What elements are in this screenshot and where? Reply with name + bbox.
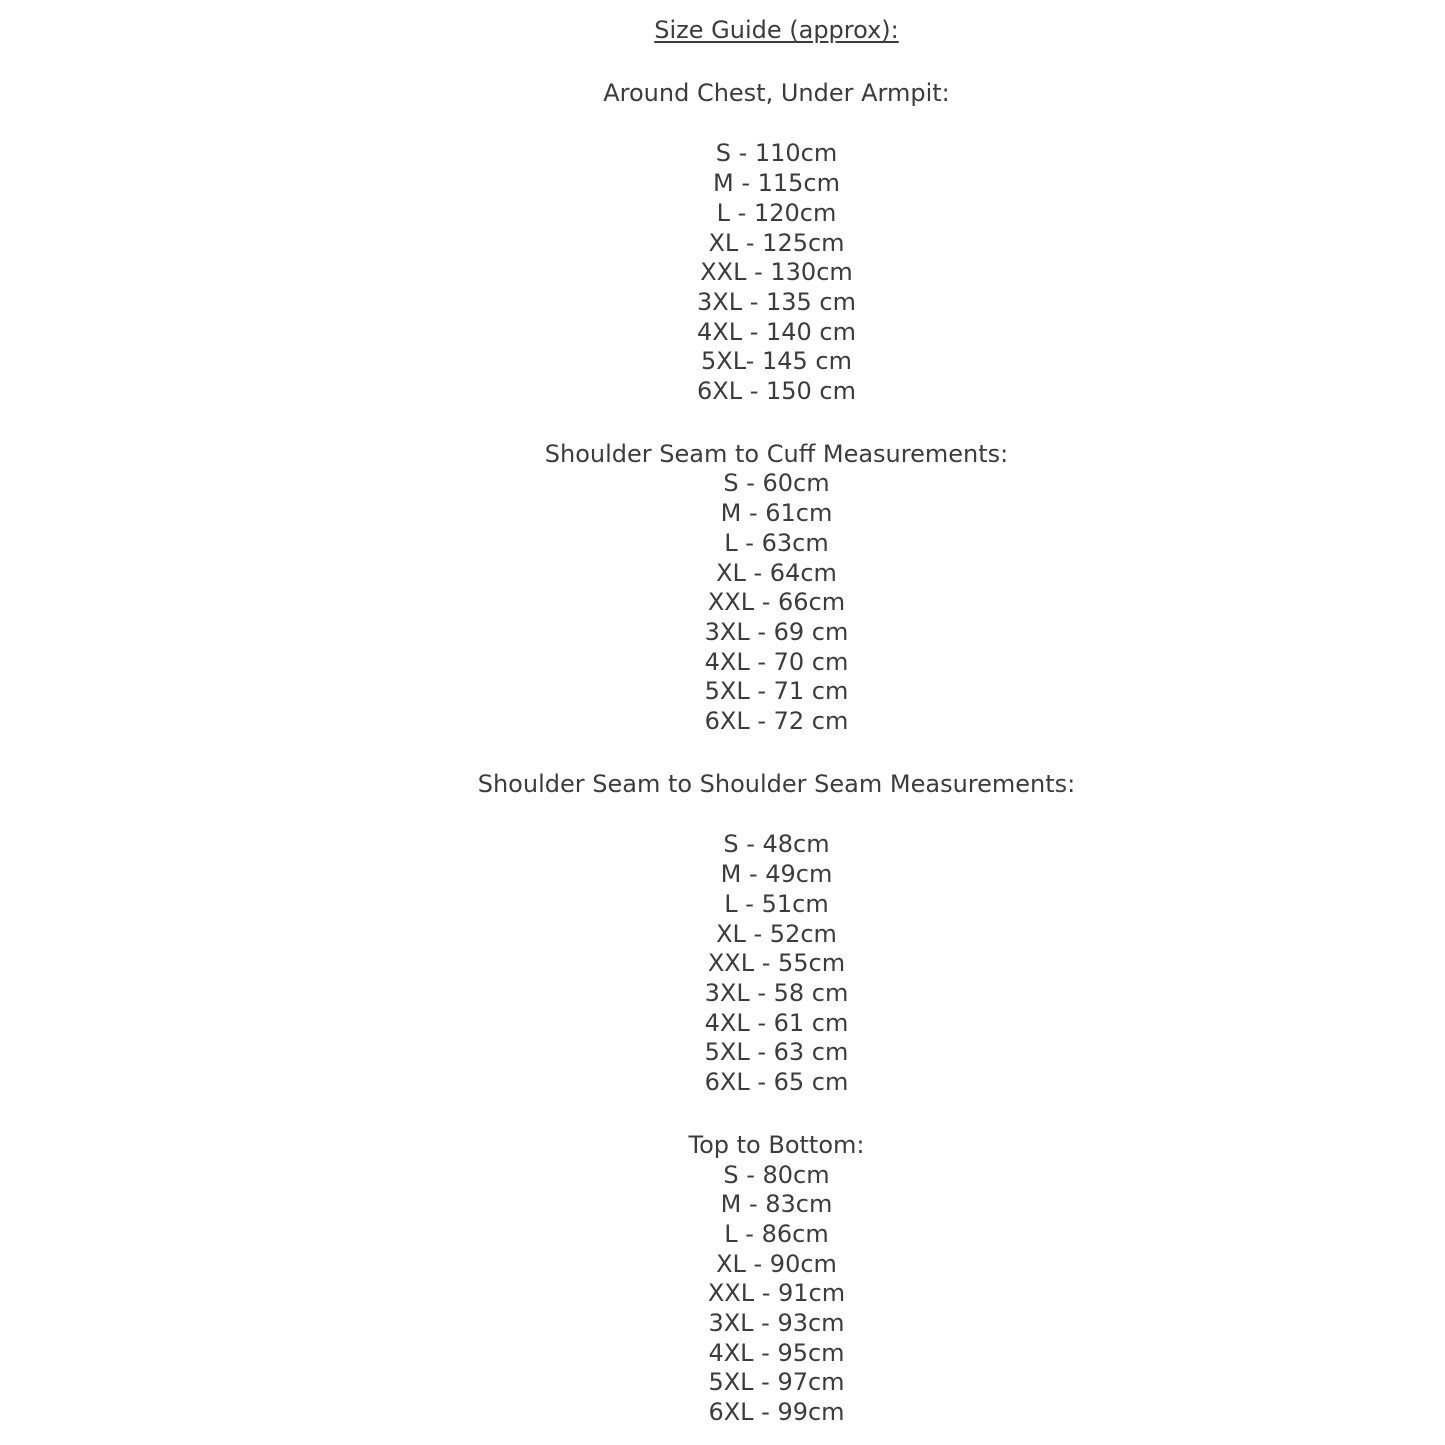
measurement-line: XXL - 91cm	[707, 1279, 846, 1308]
measurement-line: 4XL - 70 cm	[704, 647, 849, 676]
measurement-line: 5XL - 97cm	[708, 1368, 845, 1397]
measurement-line: 4XL - 61 cm	[704, 1008, 849, 1037]
measurement-line: M - 61cm	[720, 499, 833, 528]
measurement-line: XXL - 66cm	[707, 588, 846, 617]
measurement-line: S - 80cm	[723, 1160, 830, 1189]
measurement-line: 6XL - 99cm	[708, 1398, 845, 1427]
measurement-list	[108, 139, 1445, 406]
measurement-line: M - 49cm	[720, 860, 833, 889]
measurement-line: 6XL - 65 cm	[704, 1068, 849, 1097]
measurement-line: S - 60cm	[723, 469, 830, 498]
page-title: Size Guide (approx):	[654, 16, 899, 44]
measurement-line: 3XL - 58 cm	[704, 978, 849, 1007]
measurement-line: 6XL - 150 cm	[696, 377, 856, 406]
measurement-line: S - 48cm	[723, 830, 830, 859]
measurement-list	[108, 1161, 1445, 1428]
section-heading: Shoulder Seam to Shoulder Seam Measurements:	[477, 769, 1076, 798]
measurement-line: L - 51cm	[724, 889, 829, 918]
measurement-line: S - 110cm	[715, 139, 838, 168]
measurement-line: 3XL - 69 cm	[704, 617, 849, 646]
measurement-line: 5XL - 71 cm	[704, 677, 849, 706]
measurement-list	[108, 469, 1445, 736]
measurement-list	[108, 830, 1445, 1097]
measurement-line: XL - 90cm	[716, 1249, 837, 1278]
measurement-line: XXL - 55cm	[707, 949, 846, 978]
measurement-line: XL - 125cm	[708, 228, 845, 257]
size-guide-sections	[108, 79, 1445, 1428]
measurement-line: L - 120cm	[716, 198, 837, 227]
section-heading: Top to Bottom:	[688, 1130, 865, 1159]
measurement-line: 5XL- 145 cm	[701, 347, 852, 376]
measurement-line: XXL - 130cm	[700, 258, 853, 287]
measurement-line: 5XL - 63 cm	[704, 1038, 849, 1067]
measurement-line: XL - 64cm	[716, 558, 837, 587]
measurement-line: L - 63cm	[724, 528, 829, 557]
measurement-line: L - 86cm	[724, 1219, 829, 1248]
section-heading: Shoulder Seam to Cuff Measurements:	[544, 439, 1009, 468]
measurement-line: 3XL - 93cm	[708, 1309, 845, 1338]
measurement-line: 4XL - 140 cm	[696, 317, 856, 346]
measurement-line: 6XL - 72 cm	[704, 707, 849, 736]
section-heading: Around Chest, Under Armpit:	[603, 78, 950, 107]
measurement-line: M - 83cm	[720, 1190, 833, 1219]
measurement-line: M - 115cm	[712, 169, 840, 198]
measurement-line: XL - 52cm	[716, 919, 837, 948]
measurement-line: 3XL - 135 cm	[696, 287, 856, 316]
measurement-line: 4XL - 95cm	[708, 1338, 845, 1367]
